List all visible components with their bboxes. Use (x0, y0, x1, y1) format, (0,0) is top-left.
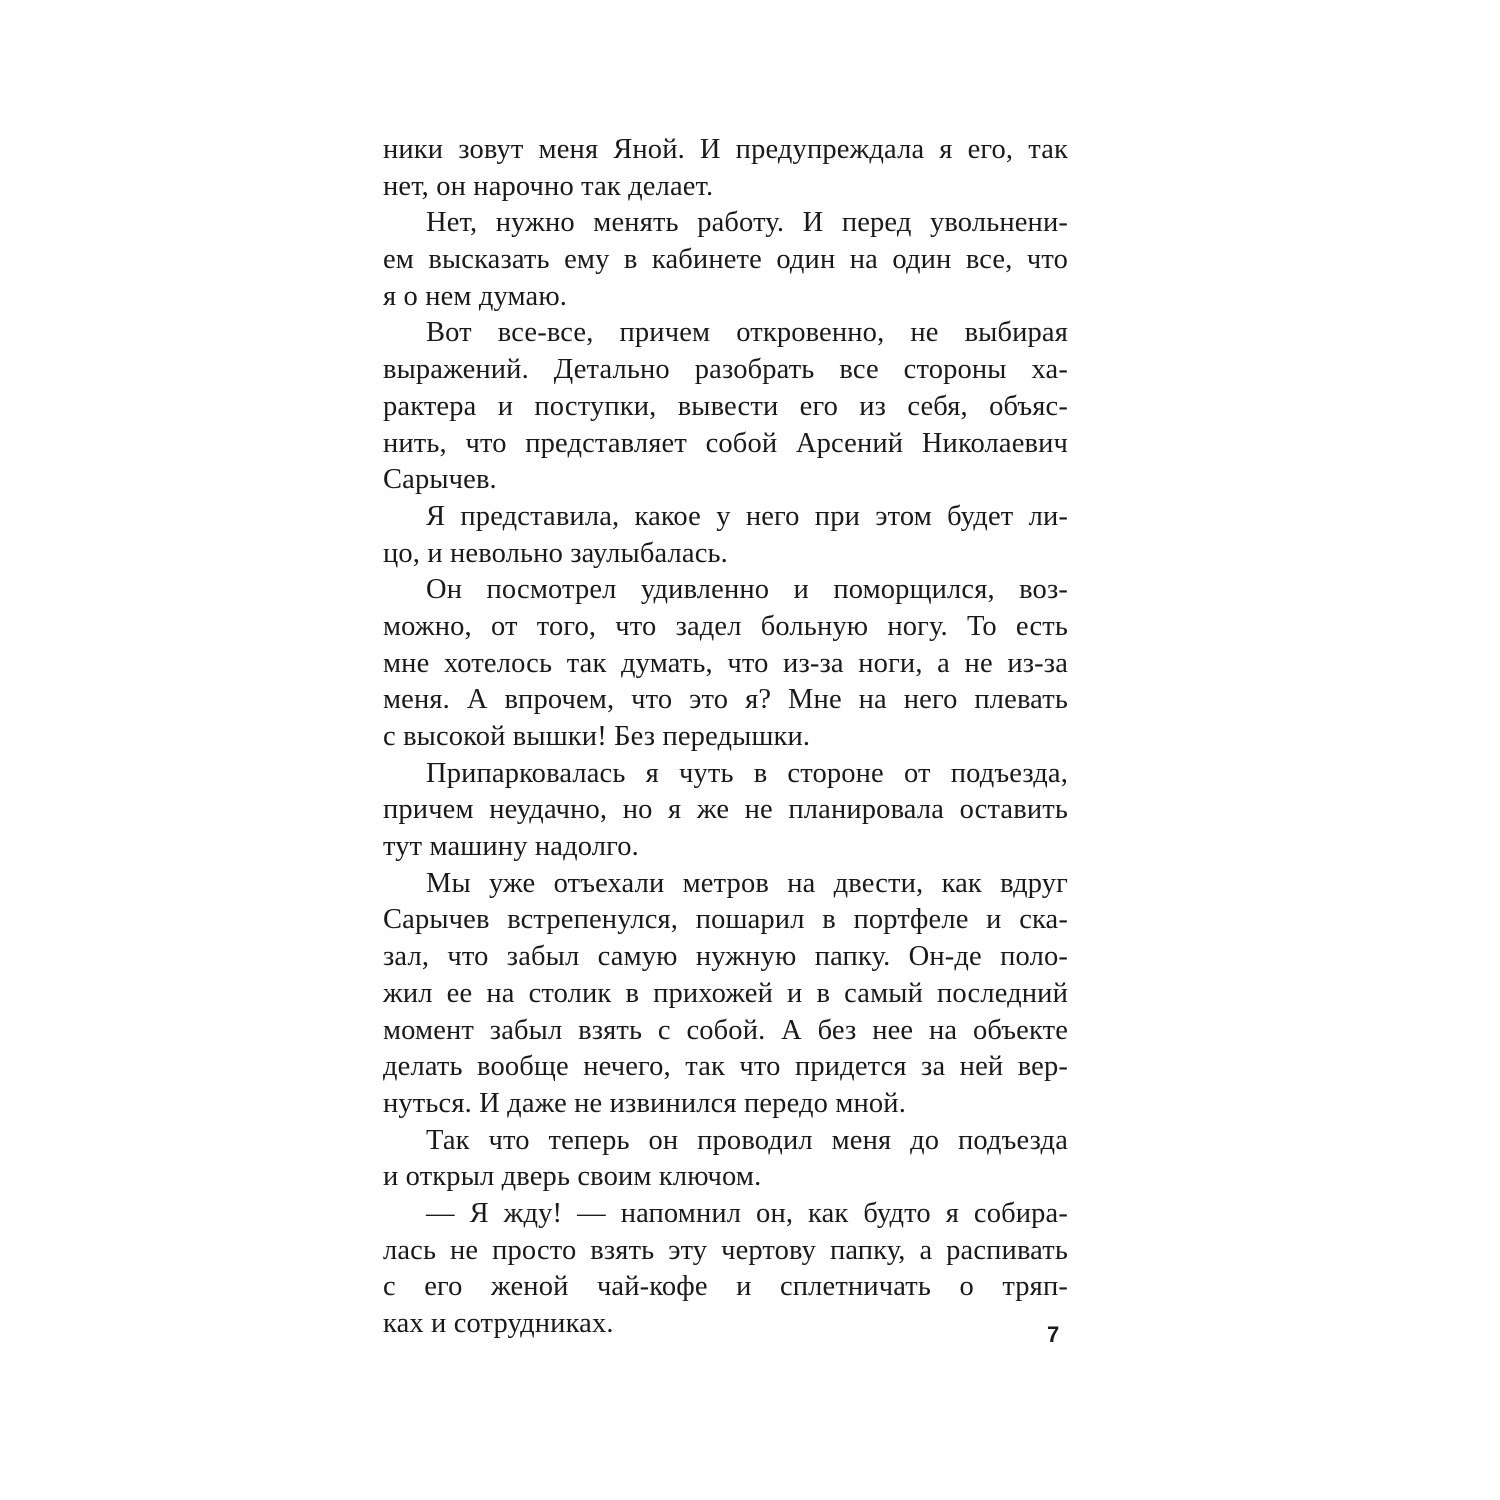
page-number: 7 (1047, 1322, 1060, 1347)
text-line: и открыл дверь своим ключом. (383, 1161, 762, 1193)
text-line: зал, что забыл самую нужную папку. Он-де поло- (383, 941, 1068, 973)
text-line: можно, от того, что задел больную ногу. То есть (383, 610, 1068, 642)
text-line: рактера и поступки, вывести его из себя, объяс- (383, 390, 1068, 422)
text-line: Нет, нужно менять работу. И перед увольнени- (426, 207, 1068, 239)
text-line: мне хотелось так думать, что из-за ноги, а не из-за (383, 647, 1068, 679)
text-line: — Я жду! — напомнил он, как будто я собира- (426, 1197, 1068, 1229)
body-text (383, 132, 1068, 1343)
text-line: выражений. Детально разобрать все стороны ха- (383, 354, 1068, 386)
text-line: Сарычев. (383, 464, 497, 496)
text-line: меня. А впрочем, что это я? Мне на него плевать (383, 684, 1068, 716)
text-line: нет, он нарочно так делает. (383, 170, 714, 202)
text-line: ках и сотрудниках. (383, 1308, 614, 1339)
text-line: Я представила, какое у него при этом будет ли- (426, 500, 1068, 532)
text-line: Так что теперь он проводил меня до подъезда (426, 1124, 1068, 1156)
text-line: ем высказать ему в кабинете один на один все, что (383, 244, 1068, 276)
text-line: я о нем думаю. (383, 280, 568, 312)
text-line: Вот все-все, причем откровенно, не выбирая (426, 317, 1068, 349)
text-line: лась не просто взять эту чертову папку, а распивать (383, 1234, 1068, 1266)
text-line: нуться. И даже не извинился передо мной. (383, 1087, 906, 1119)
text-line: ники зовут меня Яной. И предупреждала я его, так (383, 134, 1068, 165)
text-line: тут машину надолго. (383, 831, 639, 863)
text-line: делать вообще нечего, так что придется за ней вер- (383, 1051, 1068, 1083)
text-line: с его женой чай-кофе и сплетничать о тряп- (383, 1271, 1068, 1303)
text-line: Сарычев встрепенулся, пошарил в портфеле и ска- (383, 904, 1068, 936)
text-line: причем неудачно, но я же не планировала оставить (383, 794, 1068, 826)
text-line: Мы уже отъехали метров на двести, как вдруг (426, 867, 1068, 899)
text-line: жил ее на столик в прихожей и в самый последний (383, 977, 1068, 1009)
text-line: цо, и невольно заулыбалась. (383, 537, 728, 569)
text-line: нить, что представляет собой Арсений Николаевич (383, 427, 1068, 459)
text-line: Он посмотрел удивленно и поморщился, воз- (426, 574, 1068, 606)
text-line: Припарковалась я чуть в стороне от подъезда, (426, 757, 1068, 789)
text-line: момент забыл взять с собой. А без нее на объекте (383, 1014, 1068, 1046)
text-line: с высокой вышки! Без передышки. (383, 721, 811, 752)
